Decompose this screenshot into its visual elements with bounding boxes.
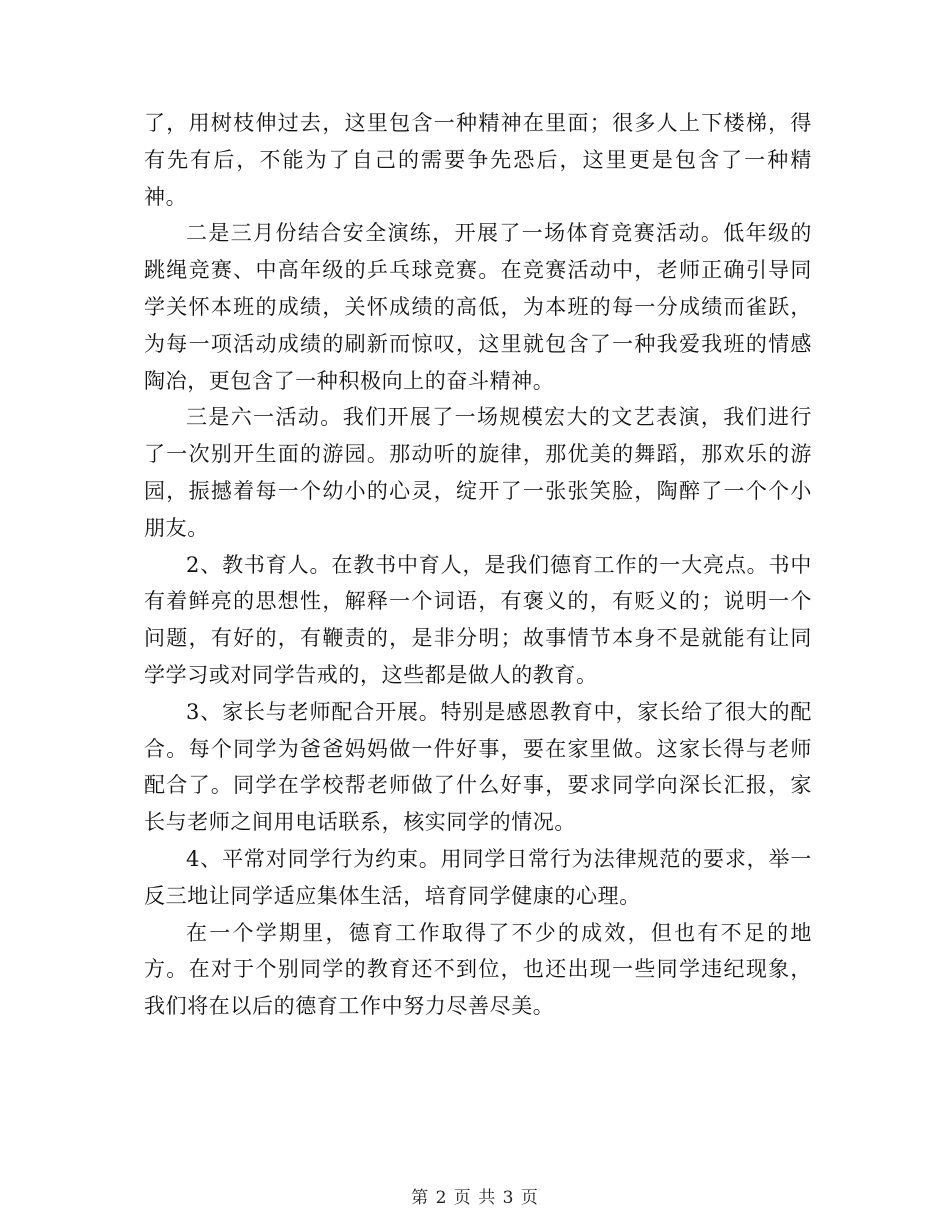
page-number-footer: 第 2 页 共 3 页 <box>411 1188 539 1208</box>
paragraph-7: 在一个学期里，德育工作取得了不少的成效，但也有不足的地方。在对于个别同学的教育还不到位，也还出现一些同学违纪现象，我们将在以后的德育工作中努力尽善尽美。 <box>144 920 812 1019</box>
paragraph-4: 2、教书育人。在教书中育人，是我们德育工作的一大亮点。书中有着鲜亮的思想性，解释一个词语，有褒义的，有贬义的；说明一个问题，有好的，有鞭责的，是非分明；故事情节本身不是就能有让同学学习或对同学告戒的，这些都是做人的教育。 <box>144 552 812 687</box>
paragraph-3: 三是六一活动。我们开展了一场规模宏大的文艺表演，我们进行了一次别开生面的游园。那动听的旋律，那优美的舞蹈，那欢乐的游园，振撼着每一个幼小的心灵，绽开了一张张笑脸，陶醉了一个个小朋友。 <box>144 405 812 540</box>
paragraph-6: 4、平常对同学行为约束。用同学日常行为法律规范的要求，举一反三地让同学适应集体生活，培育同学健康的心理。 <box>144 846 812 908</box>
paragraph-2: 二是三月份结合安全演练，开展了一场体育竞赛活动。低年级的跳绳竞赛、中高年级的乒乓球竞赛。在竞赛活动中，老师正确引导同学关怀本班的成绩，关怀成绩的高低，为本班的每一分成绩而雀跃，为每一项活动成绩的刷新而惊叹，这里就包含了一种我爱我班的情感陶冶，更包含了一种积极向上的奋斗精神。 <box>144 221 812 393</box>
document-body <box>144 105 812 1025</box>
paragraph-1: 了，用树枝伸过去，这里包含一种精神在里面；很多人上下楼梯，得有先有后，不能为了自己的需要争先恐后，这里更是包含了一种精神。 <box>144 111 812 209</box>
paragraph-5: 3、家长与老师配合开展。特别是感恩教育中，家长给了很大的配合。每个同学为爸爸妈妈做一件好事，要在家里做。这家长得与老师配合了。同学在学校帮老师做了什么好事，要求同学向深长汇报，家长与老师之间用电话联系，核实同学的情况。 <box>144 699 812 835</box>
